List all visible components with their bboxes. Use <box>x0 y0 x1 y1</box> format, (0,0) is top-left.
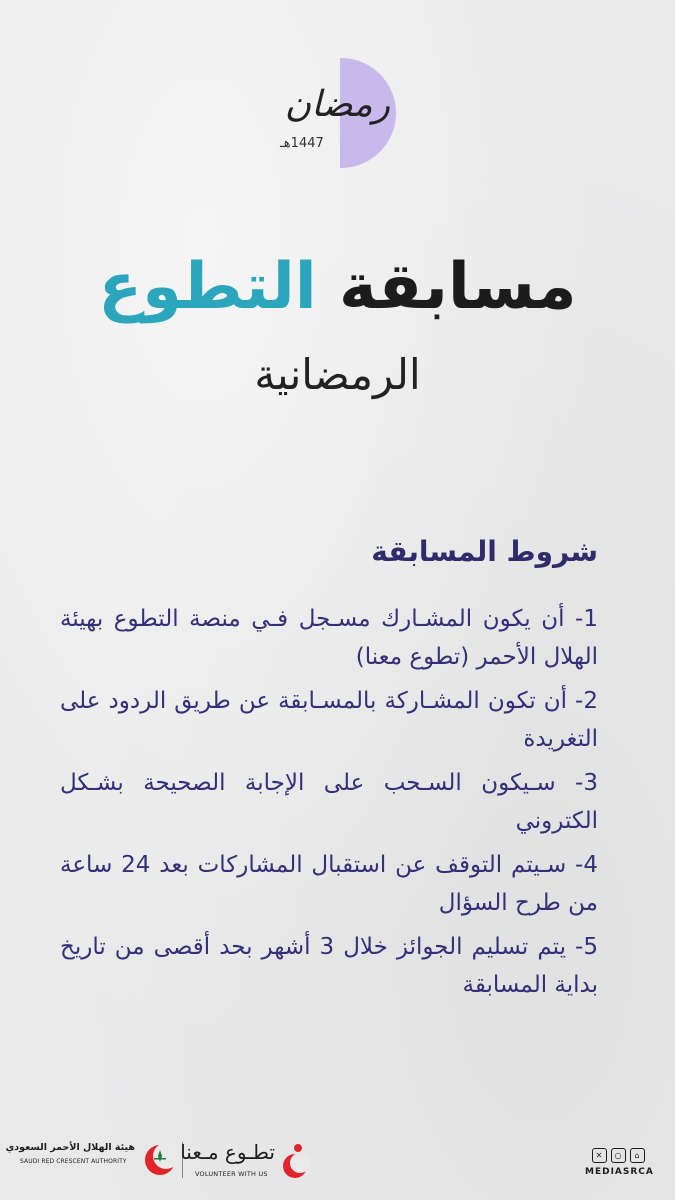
authority-name-ar: هيئة الهلال الأحمر السعودي <box>5 1142 135 1153</box>
red-crescent-emblem-icon <box>140 1140 180 1184</box>
media-handle: MEDIASRCA <box>585 1167 654 1177</box>
volunteer-logo <box>180 1138 315 1188</box>
conditions-section <box>60 535 598 1010</box>
authority-name-en: SAUDI RED CRESCENT AUTHORITY <box>20 1158 127 1165</box>
x-icon: ✕ <box>592 1148 607 1163</box>
volunteer-logo-en: VOLUNTEER WITH US <box>195 1170 268 1178</box>
condition-item: 3- سـيكون السـحب على الإجابة الصحيحة بشـكل الكتروني <box>60 770 598 834</box>
condition-item: 2- أن تكون المشـاركة بالمسـابقة عن طريق الردود على التغريدة <box>60 688 598 752</box>
media-handle-block <box>585 1148 654 1188</box>
ramadan-badge <box>270 58 400 170</box>
social-icons <box>585 1148 651 1163</box>
volunteer-crescent-icon <box>281 1142 311 1186</box>
conditions-list <box>60 600 598 1004</box>
ramadan-year: 1447هـ <box>280 136 324 151</box>
conditions-heading: شروط المسابقة <box>371 535 598 568</box>
snapchat-icon: ⌂ <box>630 1148 645 1163</box>
title-accent-part: التطوع <box>98 250 317 324</box>
page-subtitle: الرمضانية <box>254 350 421 399</box>
src-authority-logo <box>5 1140 180 1186</box>
ramadan-word: رمضان <box>284 84 390 125</box>
title-dark-part: مسابقة <box>338 250 577 324</box>
condition-item: 1- أن يكون المشـارك مسـجل فـي منصة التطوع بهيئة الهلال الأحمر (تطوع معنا) <box>60 606 598 670</box>
condition-item: 4- سـيتم التوقف عن استقبال المشاركات بعد 24 ساعة من طرح السؤال <box>60 852 598 916</box>
condition-item: 5- يتم تسليم الجوائز خلال 3 أشهر بحد أقصى من تاريخ بداية المسابقة <box>60 934 598 998</box>
volunteer-logo-ar: تطـوع مـعنا <box>180 1140 275 1164</box>
page-title <box>0 250 675 324</box>
footer <box>0 1130 675 1190</box>
instagram-icon: ○ <box>611 1148 626 1163</box>
